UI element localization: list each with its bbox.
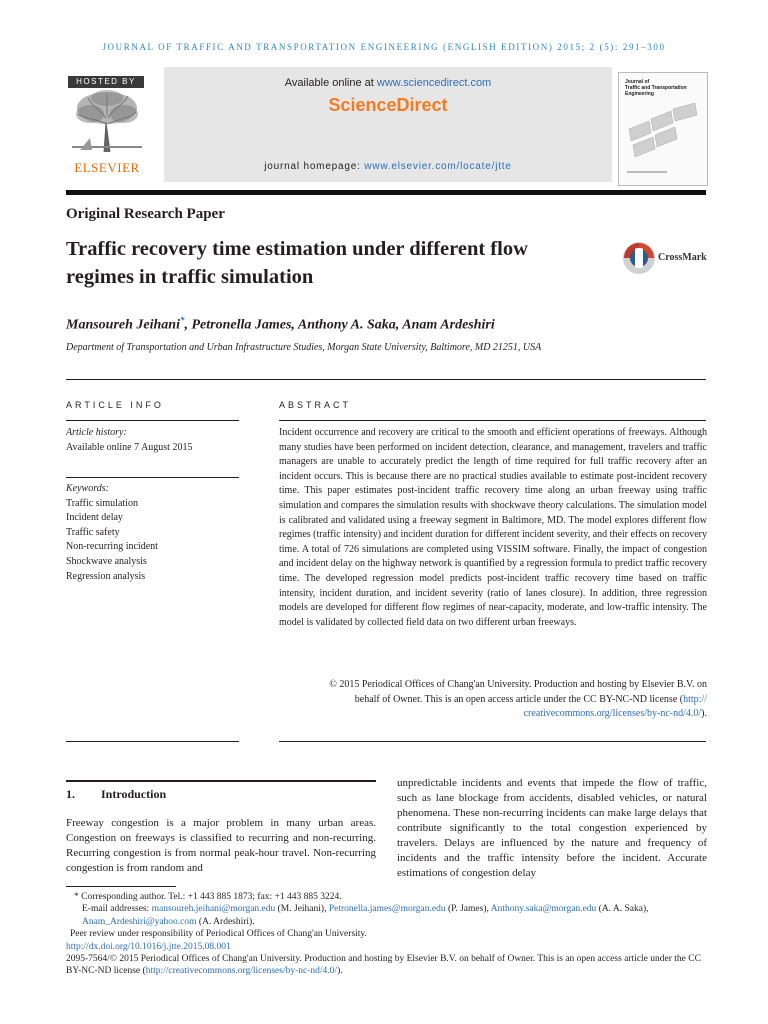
license-link[interactable]: http:// <box>683 693 707 705</box>
article-history <box>66 426 239 455</box>
section-title: Introduction <box>101 787 167 801</box>
copyright-license-line <box>279 693 707 708</box>
paper-type-label: Original Research Paper <box>66 206 225 222</box>
section-number: 1. <box>66 787 75 801</box>
keywords-label: Keywords: <box>66 483 109 494</box>
keyword-item: Shockwave analysis <box>66 555 147 567</box>
cover-title-line: Engineering <box>625 91 654 97</box>
email-link[interactable]: Petronella.james@morgan.edu <box>328 904 446 915</box>
journal-cover-thumbnail <box>618 72 708 186</box>
introduction-heading <box>66 787 166 802</box>
header-divider <box>66 190 706 195</box>
copyright-license-text: behalf of Owner. This is an open access article under the CC BY-NC-ND license ( <box>354 693 684 705</box>
abstract-text: Incident occurrence and recovery are critical to the smooth and efficient operations of freeways. Although many studies have been performed on incident detection, clearance, and management, travelers and traffic managers are unable to accurately predict the length of time required for full traffic recovery after an incident occurs. This is because there are no practical studies available to estimate post-incident recovery time. This paper estimates post-incident traffic recovery time along an urban freeway using traffic simulation and compares the simulation results with shockwave theory calculations. The simulation model is calibrated and validated using a freeway segment in Baltimore, MD. The model explores different flow regimes (traffic intensity) and incident duration for different incident severity, and their effects on recovery time. A total of 726 simulations are completed using VISSIM software. Finally, the impact of congestion and incident delay on the highway network is quantified by a regression formula to predict traffic recovery time. The developed regression model predicts post-incident traffic recovery time based on traffic intensity, incident duration, and incident severity (ratio of lanes closure). In addition, three regression models are developed for different flow regimes of near-capacity, moderate, and low-traffic intensity. The model is validated by collected field data on two different urban freeways. <box>279 427 707 628</box>
copyright-line: © 2015 Periodical Offices of Chang'an University. Production and hosting by Elsevier B.V. on <box>329 679 707 690</box>
author-name: Mansoureh Jeihani <box>66 317 180 333</box>
sciencedirect-logo: ScienceDirect <box>328 95 448 115</box>
introduction-rule <box>66 780 376 782</box>
journal-homepage-link[interactable]: www.elsevier.com/locate/jtte <box>364 161 512 172</box>
keyword-item: Incident delay <box>66 512 123 524</box>
available-online-text: Available online at <box>284 77 377 89</box>
keyword-item: Traffic simulation <box>66 497 138 509</box>
issn-text: 2095-7564/© 2015 Periodical Offices of Chang'an University. Production and hosting by Elsevier B.V. on behalf of Owner. This is an open access article under the CC BY-NC-ND license ( <box>66 954 701 977</box>
email-link[interactable]: Anthony.saka@morgan.edu <box>490 904 597 915</box>
email-owner: (M. Jeihani), <box>275 904 329 915</box>
email-link[interactable]: Anam_Ardeshiri@yahoo.com <box>82 916 197 927</box>
coauthor-names: , Petronella James, Anthony A. Saka, Anam Ardeshiri <box>184 317 495 333</box>
author-list <box>66 313 495 334</box>
elsevier-logo-block <box>66 76 148 180</box>
email-owner: (A. A. Saka), <box>596 904 649 915</box>
elsevier-wordmark: ELSEVIER <box>74 160 140 175</box>
introduction-text-right: unpredictable incidents and events that impede the flow of traffic, such as lane blockage from accidents, disabled vehicles, or natural phenomena. These non-recurring incidents can make large delays that contribute significantly to the total congestion experienced by travelers. Delays are influenced by the nature and frequency of incidents and the traffic intensity before the incident. Accurate estimations of congestion delay <box>397 777 707 879</box>
sciencedirect-banner <box>164 67 612 182</box>
abstract-divider <box>279 420 706 421</box>
journal-homepage-line <box>164 161 612 172</box>
section-divider <box>66 379 706 380</box>
keywords-divider <box>66 477 239 478</box>
doi-link[interactable]: http://dx.doi.org/10.1016/j.jtte.2015.08.001 <box>66 941 231 952</box>
keyword-item: Regression analysis <box>66 570 146 582</box>
cover-title-line: Traffic and Transportation <box>625 85 687 91</box>
keyword-item: Traffic safety <box>66 526 120 538</box>
available-online-line <box>164 77 612 89</box>
author-affiliation: Department of Transportation and Urban Infrastructure Studies, Morgan State University, Baltimore, MD 21251, USA <box>66 342 542 353</box>
corresponding-author-note: * Corresponding author. Tel.: +1 443 885 1873; fax: +1 443 885 3224. <box>74 892 342 902</box>
abstract-heading: ABSTRACT <box>279 400 352 410</box>
article-info-end-divider <box>66 741 239 742</box>
journal-homepage-label: journal homepage: <box>264 161 365 172</box>
copyright-suffix: ). <box>701 708 707 720</box>
article-history-label: Article history: <box>66 427 127 438</box>
crossmark-badge[interactable] <box>622 240 712 276</box>
email-label: E-mail addresses: <box>82 904 152 915</box>
elsevier-tree-icon <box>66 88 148 154</box>
corresponding-author-mark[interactable]: * <box>179 315 185 325</box>
copyright-license-line <box>279 707 707 722</box>
article-info-divider <box>66 420 239 421</box>
hosted-by-label: HOSTED BY <box>68 76 144 88</box>
introduction-text-left: Freeway congestion is a major problem in many urban areas. Congestion on freeways is classified to recurring and non-recurring. Recurring congestion is from normal peak-hour travel. Non-recurring congestion is from random and <box>66 817 376 874</box>
issn-copyright <box>66 953 707 978</box>
license-link[interactable]: http://creativecommons.org/licenses/by-nc-nd/4.0/ <box>145 966 338 977</box>
article-history-value: Available online 7 August 2015 <box>66 441 193 453</box>
peer-review-note: Peer review under responsibility of Periodical Offices of Chang'an University. <box>70 929 367 940</box>
abstract-copyright <box>279 678 707 722</box>
paper-title: Traffic recovery time estimation under different flow regimes in traffic simulation <box>66 238 528 288</box>
crossmark-icon <box>622 240 656 276</box>
crossmark-label: CrossMark <box>658 252 707 263</box>
keywords-block <box>66 482 239 584</box>
abstract-end-divider <box>279 741 706 742</box>
article-info-heading: ARTICLE INFO <box>66 400 164 410</box>
license-link[interactable]: creativecommons.org/licenses/by-nc-nd/4.0/ <box>523 708 702 720</box>
email-owner: (P. James), <box>445 904 491 915</box>
email-link[interactable]: mansoureh.jeihani@morgan.edu <box>151 904 276 915</box>
keyword-item: Non-recurring incident <box>66 541 158 553</box>
journal-cover-artwork <box>619 73 707 185</box>
issn-suffix: ). <box>337 966 343 977</box>
email-addresses <box>66 903 707 928</box>
footnotes <box>66 891 707 978</box>
sciencedirect-link[interactable]: www.sciencedirect.com <box>376 77 492 89</box>
journal-citation-line: JOURNAL OF TRAFFIC AND TRANSPORTATION ENGINEERING (ENGLISH EDITION) 2015; 2 (5): 291–300 <box>102 42 666 52</box>
cover-title-line: Journal of <box>625 79 650 85</box>
footnote-rule <box>66 886 176 887</box>
email-owner: (A. Ardeshiri). <box>196 916 255 927</box>
